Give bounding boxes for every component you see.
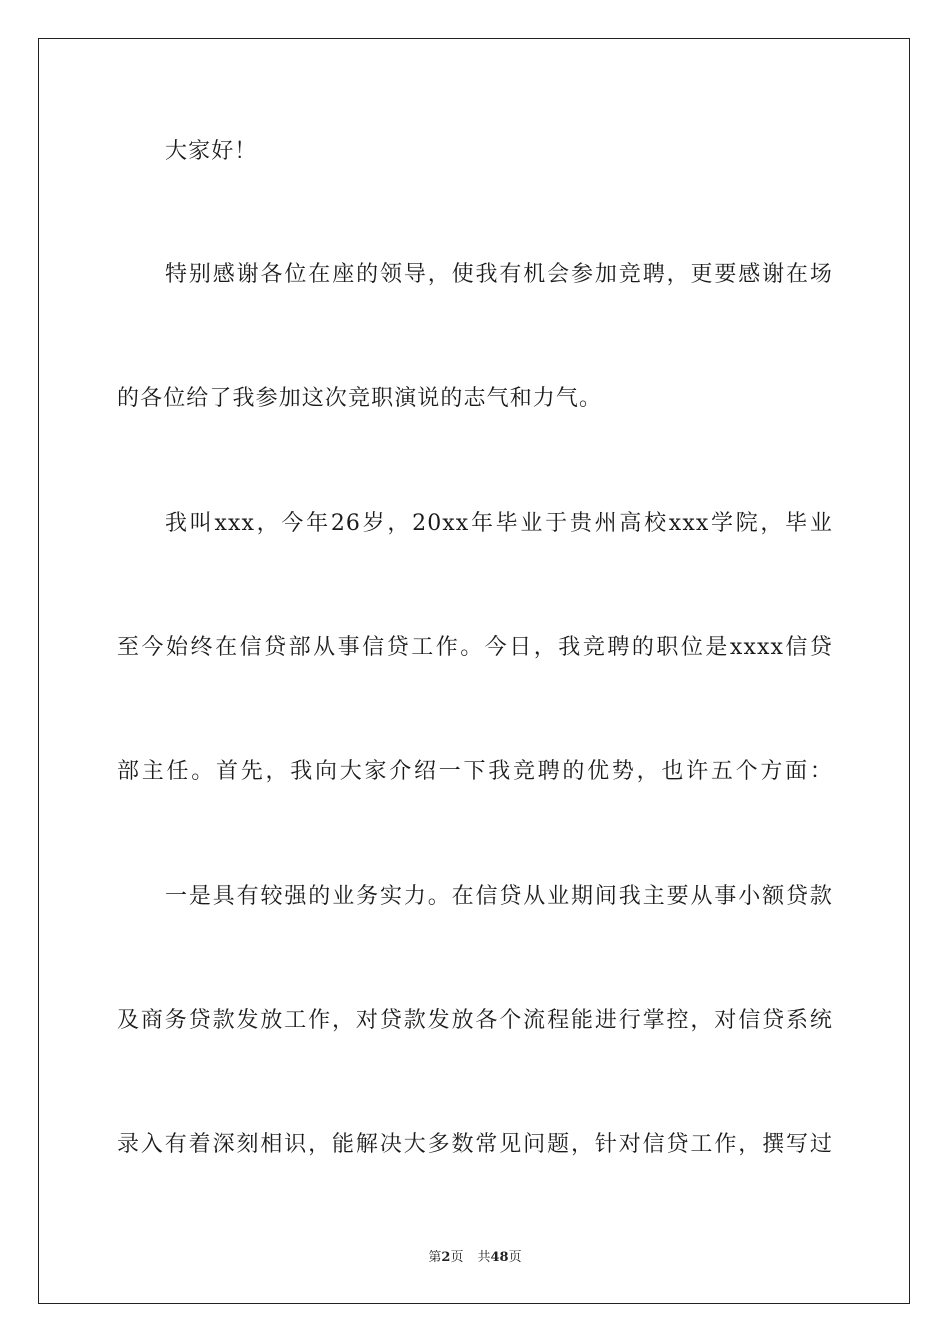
page-prefix: 第: [428, 1250, 442, 1265]
page-suffix: 页: [450, 1250, 464, 1265]
paragraph-line: 一是具有较强的业务实力。在信贷从业期间我主要从事小额贷款: [165, 884, 833, 909]
page-footer: [0, 1249, 950, 1267]
paragraph-line: 我叫xxx，今年26岁，20xx年毕业于贵州高校xxx学院，毕业: [165, 511, 833, 536]
paragraph-line: 的各位给了我参加这次竞职演说的志气和力气。: [117, 386, 603, 411]
paragraph-line: 及商务贷款发放工作，对贷款发放各个流程能进行掌控，对信贷系统: [117, 1008, 833, 1033]
total-suffix: 页: [508, 1250, 522, 1265]
paragraph-line: 特别感谢各位在座的领导，使我有机会参加竞聘，更要感谢在场: [165, 262, 833, 287]
paragraph-line: 大家好！: [165, 139, 258, 164]
paragraph-line: 录入有着深刻相识，能解决大多数常见问题，针对信贷工作，撰写过: [117, 1132, 833, 1157]
paragraph-line: 至今始终在信贷部从事信贷工作。今日，我竞聘的职位是xxxx信贷: [117, 635, 833, 660]
page-border: [38, 38, 910, 1304]
total-prefix: 共: [477, 1250, 491, 1265]
page-number: 2: [441, 1250, 451, 1265]
total-pages: 48: [490, 1250, 509, 1265]
paragraph-line: 部主任。首先，我向大家介绍一下我竞聘的优势，也许五个方面：: [117, 759, 833, 784]
